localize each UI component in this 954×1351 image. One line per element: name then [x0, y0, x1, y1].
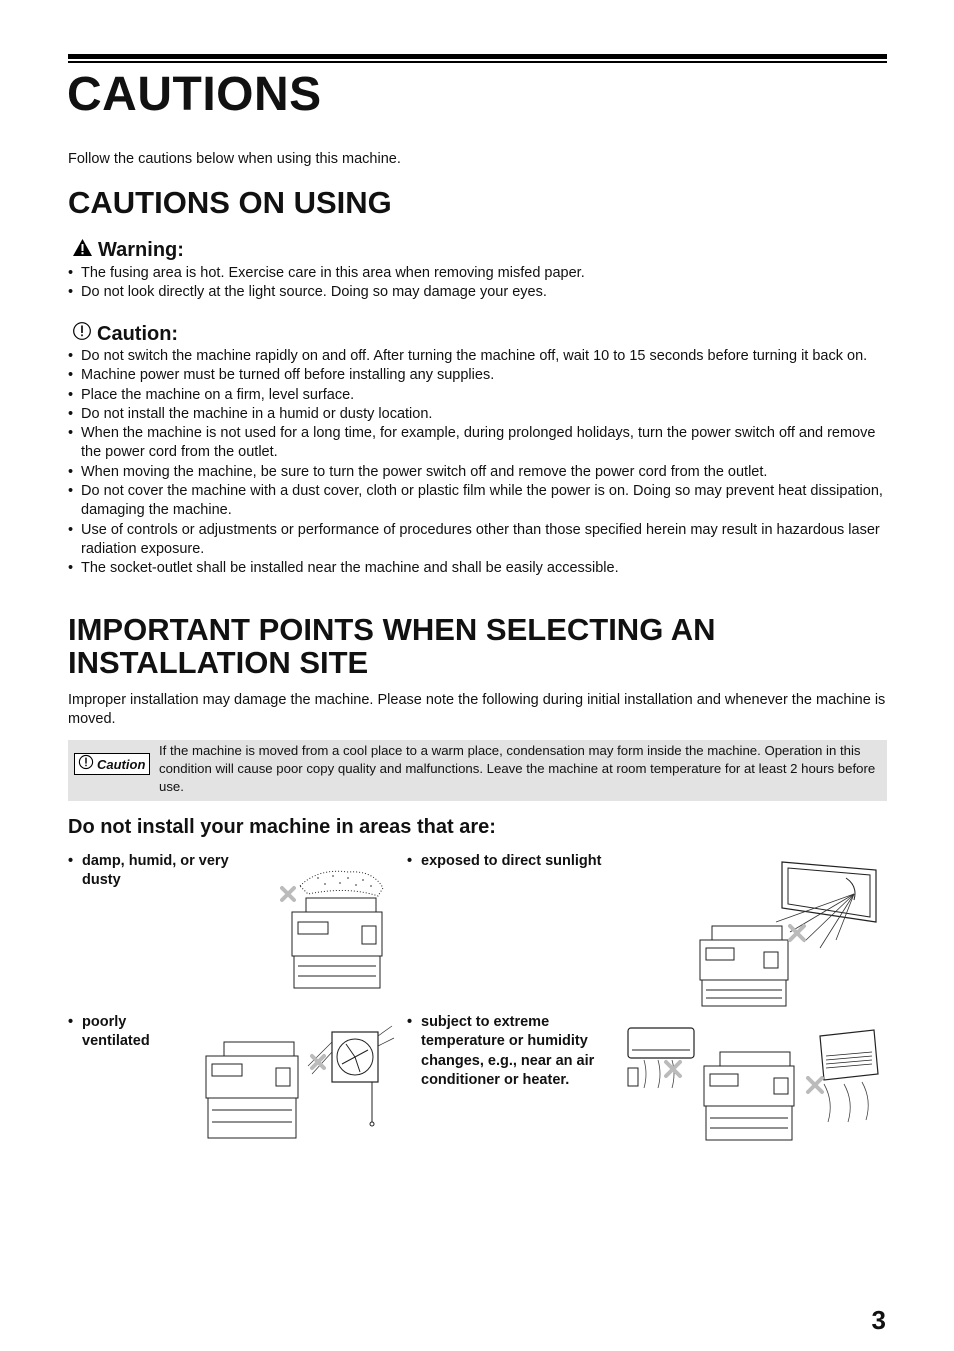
- section-heading-installation-site: [68, 613, 716, 679]
- list-item: • Place the machine on a firm, level surface.: [68, 386, 888, 405]
- dusty-location-illustration: [278, 866, 393, 994]
- caution-circle-icon: [72, 321, 92, 347]
- installation-intro: Improper installation may damage the machine. Please note the following during initial installation and whenever the machine is moved.: [68, 692, 886, 728]
- section-heading-cautions-on-using: CAUTIONS ON USING: [68, 185, 392, 220]
- warning-heading: [72, 238, 184, 263]
- area-item-label: subject to extreme temperature or humidity changes, e.g., near an air conditioner or heater.: [421, 1014, 595, 1088]
- area-item-temperature: [407, 1013, 612, 1090]
- list-item: • Do not look directly at the light source. Doing so may damage your eyes.: [68, 283, 888, 302]
- caution-list: [68, 347, 888, 579]
- temperature-change-illustration: [624, 1022, 882, 1146]
- page-number: 3: [871, 1305, 886, 1335]
- list-item: • Use of controls or adjustments or performance of procedures other than those specified herein may result in hazardous laser radiation exposure.: [68, 521, 888, 560]
- list-item: • Do not switch the machine rapidly on and off. After turning the machine off, wait 10 to 15 seconds before turning it back on.: [68, 347, 888, 366]
- area-item-label: damp, humid, or very dusty: [82, 853, 229, 889]
- area-item-sunlight: [407, 852, 637, 871]
- poor-ventilation-illustration: [196, 1022, 396, 1146]
- caution-note-text: If the machine is moved from a cool place to a warm place, condensation may form inside the machine. Operation in this condition will cause poor copy quality and malfunctions. Leave the machine at room temperature for at least 2 hours before use.: [159, 743, 876, 794]
- heading-line-2: INSTALLATION SITE: [68, 645, 369, 680]
- list-item: • The fusing area is hot. Exercise care in this area when removing misfed paper.: [68, 264, 888, 283]
- list-item: • Machine power must be turned off before installing any supplies.: [68, 366, 888, 385]
- warning-list: [68, 264, 888, 303]
- caution-heading: [72, 321, 178, 347]
- cross-mark-icon: [312, 1056, 324, 1068]
- intro-text: Follow the cautions below when using this machine.: [68, 151, 401, 167]
- list-item: • Do not install the machine in a humid or dusty location.: [68, 405, 888, 424]
- area-item-damp: [68, 852, 253, 891]
- list-item: • When the machine is not used for a long time, for example, during prolonged holidays, turn the power switch off and remove the power cord from the outlet.: [68, 424, 888, 463]
- cross-mark-icon: [282, 888, 294, 900]
- caution-badge: [74, 753, 150, 775]
- caution-note-box: [68, 740, 887, 801]
- list-item: • When moving the machine, be sure to turn the power switch off and remove the power cord from the outlet.: [68, 463, 888, 482]
- area-item-label: exposed to direct sunlight: [421, 853, 602, 869]
- area-item-label: poorly ventilated: [82, 1014, 150, 1050]
- caution-badge-label: Caution: [97, 756, 146, 772]
- warning-triangle-icon: [72, 238, 93, 263]
- bullet: •: [68, 1014, 74, 1030]
- title-rule-thick: [68, 54, 887, 59]
- list-item: • The socket-outlet shall be installed near the machine and shall be easily accessible.: [68, 559, 888, 578]
- title-rule-thin: [68, 61, 887, 63]
- caution-label: Caution:: [97, 322, 179, 345]
- area-item-ventilation: [68, 1013, 178, 1052]
- warning-label: Warning:: [98, 239, 184, 261]
- caution-circle-icon: [78, 754, 94, 775]
- sunlight-illustration: [694, 860, 880, 1010]
- bullet: •: [407, 1014, 413, 1030]
- subheading-do-not-install: Do not install your machine in areas that are:: [68, 816, 496, 838]
- heading-line-1: IMPORTANT POINTS WHEN SELECTING AN: [68, 612, 716, 647]
- page-title: CAUTIONS: [67, 68, 322, 121]
- list-item: • Do not cover the machine with a dust cover, cloth or plastic film while the power is on. Doing so may prevent heat dissipation, damaging the machine.: [68, 482, 888, 521]
- bullet: •: [407, 853, 413, 869]
- bullet: •: [68, 853, 74, 869]
